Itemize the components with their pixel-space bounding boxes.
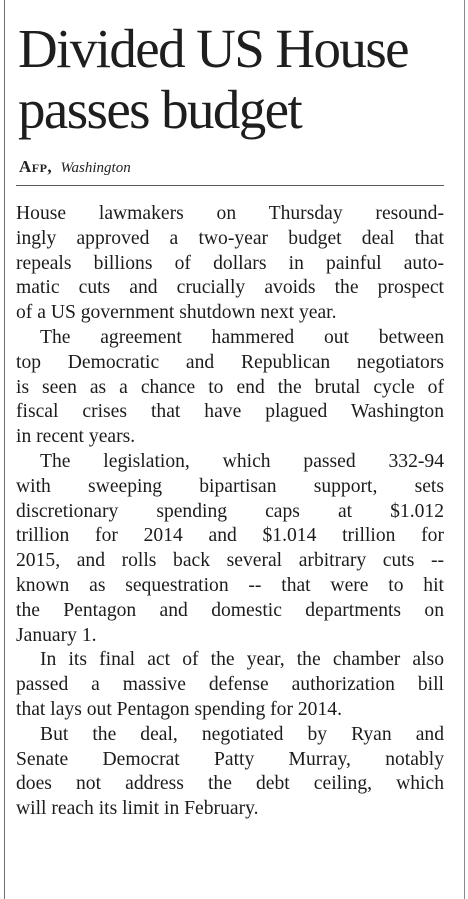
article-paragraph: [16, 648, 444, 722]
article-line: The legislation, which passed 332-94: [40, 450, 444, 472]
article-paragraph: [16, 450, 444, 648]
article-body: [16, 202, 444, 822]
article-line: In its final act of the year, the chamber also: [40, 649, 444, 671]
headline-line: Divided US House: [18, 18, 408, 79]
article-line: will reach its limit in February.: [16, 798, 259, 820]
article-line: known as sequestration -- that were to hit: [16, 574, 444, 596]
article-line: Senate Democrat Patty Murray, notably: [16, 748, 444, 770]
article-line: the Pentagon and domestic departments on: [16, 599, 444, 621]
clipping-right-edge: [464, 0, 465, 899]
article-line: with sweeping bipartisan support, sets: [16, 475, 444, 497]
article-line: 2015, and rolls back several arbitrary cuts --: [16, 550, 444, 572]
article-paragraph: [16, 723, 444, 822]
headline-line: passes budget: [18, 79, 302, 140]
byline-divider: [16, 185, 444, 186]
clipping-left-edge: [4, 0, 5, 899]
byline-location: Washington: [60, 160, 131, 176]
article-line: does not address the debt ceiling, which: [16, 773, 444, 795]
article-line: trillion for 2014 and $1.014 trillion for: [16, 525, 444, 547]
headline: [18, 18, 458, 140]
article-paragraph: [16, 326, 444, 450]
article-line: in recent years.: [16, 426, 136, 448]
article-line: January 1.: [16, 624, 97, 646]
article-line: of a US government shutdown next year.: [16, 302, 337, 324]
article-line: But the deal, negotiated by Ryan and: [40, 723, 444, 745]
article-line: repeals billions of dollars in painful auto-: [16, 252, 444, 274]
byline-agency: Afp,: [19, 157, 53, 176]
article-line: that lays out Pentagon spending for 2014.: [16, 698, 342, 720]
article-line: The agreement hammered out between: [40, 326, 444, 348]
article-line: matic cuts and crucially avoids the prospect: [16, 277, 444, 299]
article-line: fiscal crises that have plagued Washington: [16, 401, 444, 423]
article-line: passed a massive defense authorization bill: [16, 674, 444, 696]
article-line: is seen as a chance to end the brutal cycle of: [16, 376, 444, 398]
article-line: ingly approved a two-year budget deal that: [16, 227, 444, 249]
article-line: discretionary spending caps at $1.012: [16, 500, 444, 522]
article-line: top Democratic and Republican negotiators: [16, 351, 444, 373]
article-paragraph: [16, 202, 444, 326]
article-line: House lawmakers on Thursday resound-: [16, 203, 444, 224]
byline: [19, 156, 131, 179]
